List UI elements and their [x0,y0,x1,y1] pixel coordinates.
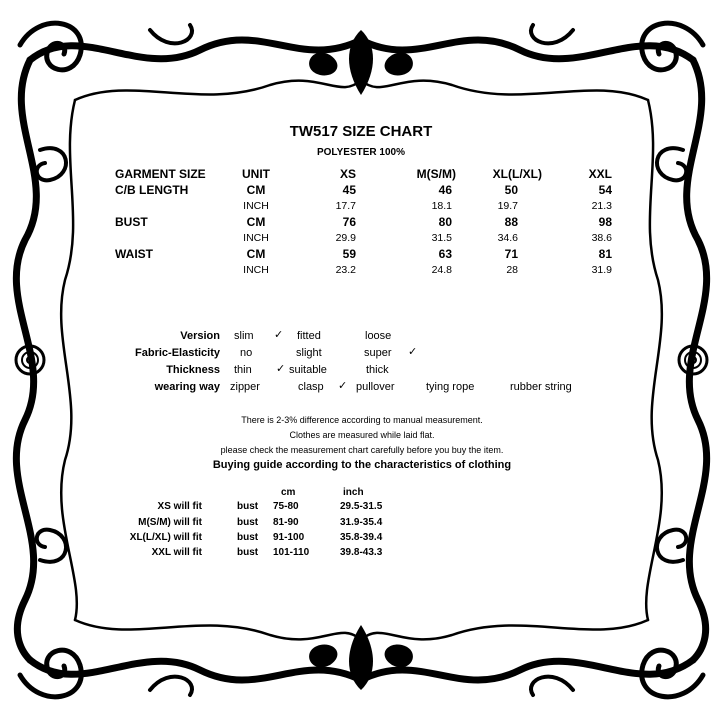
check-icon: ✓ [338,380,348,392]
cell-value: 38.6 [591,232,612,244]
label-fabric-elasticity: Fabric-Elasticity [135,347,220,359]
guide-size: XL(L/XL) will fit [129,532,202,543]
option-no: no [240,347,253,359]
cell-value: 98 [598,215,612,229]
cell-value: 54 [598,183,612,197]
cell-value: 88 [504,215,518,229]
row-label-cb-length: C/B LENGTH [115,183,189,197]
option-super: super [364,347,392,359]
unit-inch: INCH [243,200,269,212]
cell-value: 28 [506,264,518,276]
header-m: M(S/M) [416,167,456,181]
header-xs: XS [339,167,356,181]
guide-inch: 39.8-43.3 [340,547,383,558]
header-xxl: XXL [588,167,612,181]
guide-cm: 91-100 [273,532,305,543]
note-check-chart: please check the measurement chart carefully before you buy the item. [220,445,504,455]
cell-value: 21.3 [591,200,612,212]
guide-part: bust [237,532,259,543]
material-label: POLYESTER 100% [316,147,405,158]
row-label-waist: WAIST [115,247,153,261]
option-tying-rope: tying rope [426,381,475,393]
guide-size: XXL will fit [151,547,202,558]
unit-inch: INCH [243,264,269,276]
option-clasp: clasp [298,381,324,393]
cell-value: 24.8 [431,264,452,276]
option-fitted: fitted [297,330,321,342]
unit-cm: CM [246,183,266,197]
guide-part: bust [237,517,259,528]
option-slim: slim [234,330,254,342]
option-zipper: zipper [230,381,260,393]
cell-value: 31.5 [431,232,452,244]
option-suitable: suitable [289,364,327,376]
cell-value: 59 [342,247,356,261]
note-difference: There is 2-3% difference according to manual measurement. [241,415,483,425]
option-slight: slight [296,347,322,359]
option-rubber-string: rubber string [510,381,572,393]
header-xl: XL(L/XL) [492,167,542,181]
label-version: Version [180,330,220,342]
note-laid-flat: Clothes are measured while laid flat. [289,430,435,440]
guide-inch: 31.9-35.4 [340,517,383,528]
cell-value: 81 [598,247,612,261]
option-thin: thin [234,364,252,376]
guide-col-cm: cm [281,487,296,498]
option-pullover: pullover [356,381,395,393]
guide-col-inch: inch [343,487,364,498]
chart-title: TW517 SIZE CHART [289,123,433,140]
cell-value: 29.9 [335,232,356,244]
option-thick: thick [366,364,389,376]
cell-value: 18.1 [431,200,452,212]
check-icon: ✓ [276,363,286,375]
cell-value: 17.7 [335,200,356,212]
cell-value: 34.6 [497,232,518,244]
guide-cm: 81-90 [273,517,299,528]
cell-value: 80 [438,215,452,229]
guide-size: XS will fit [157,501,202,512]
cell-value: 50 [504,183,518,197]
header-garment-size: GARMENT SIZE [115,167,206,181]
cell-value: 23.2 [335,264,356,276]
row-label-bust: BUST [115,215,148,229]
cell-value: 46 [438,183,452,197]
cell-value: 76 [342,215,356,229]
guide-part: bust [237,547,259,558]
cell-value: 71 [504,247,518,261]
cell-value: 31.9 [591,264,612,276]
label-thickness: Thickness [166,364,220,376]
check-icon: ✓ [408,346,418,358]
guide-inch: 35.8-39.4 [340,532,383,543]
cell-value: 19.7 [497,200,518,212]
guide-part: bust [237,501,259,512]
unit-cm: CM [246,247,266,261]
guide-cm: 75-80 [273,501,299,512]
cell-value: 63 [438,247,452,261]
unit-cm: CM [246,215,266,229]
unit-inch: INCH [243,232,269,244]
guide-cm: 101-110 [273,547,310,558]
guide-title: Buying guide according to the characteristics of clothing [212,459,512,471]
guide-inch: 29.5-31.5 [340,501,383,512]
option-loose: loose [365,330,392,342]
cell-value: 45 [342,183,356,197]
guide-size: M(S/M) will fit [138,517,202,528]
label-wearing-way: wearing way [154,381,220,393]
header-unit: UNIT [242,167,270,181]
check-icon: ✓ [274,329,284,341]
